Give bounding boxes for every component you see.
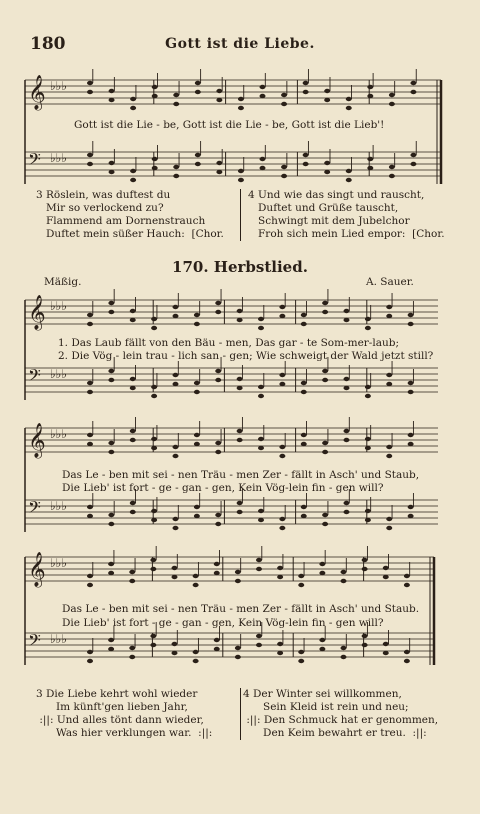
bass-clef-icon: 𝄢 (28, 497, 41, 521)
treble-staff (25, 417, 438, 459)
hymn2-verse-3: 3 Die Liebe kehrt wohl wieder Im künft'gen lieben Jahr, :||: Und alles tönt dann wieder, Was hier verklungen war. :||: (36, 688, 213, 739)
bass-staff (25, 489, 438, 530)
key-signature-icon: ♭♭♭ (50, 151, 67, 165)
treble-clef-icon: 𝄞 (28, 295, 46, 330)
bass-clef-icon: 𝄢 (28, 149, 41, 173)
hymn-title: 170. Herbstlied. (172, 258, 308, 276)
treble-clef-icon: 𝄞 (28, 552, 46, 587)
key-signature-icon: ♭♭♭ (50, 427, 67, 441)
key-signature-icon: ♭♭♭ (50, 499, 67, 513)
hymn2-system2-lyric-2: Die Lieb' ist fort - ge - gan - gen, Kein Vög-lein fin - gen will? (62, 482, 384, 494)
hymn2-system1-lyric-2: 2. Die Vög - lein trau - lich san - gen; Wie schweigt der Wald jetzt still? (58, 350, 434, 362)
treble-staff (25, 69, 441, 111)
page-number: 180 (30, 34, 66, 54)
hymn2-system3-lyric-2: Die Lieb' ist fort - ge - gan - gen, Kein Vög-lein fin - gen will? (62, 617, 384, 629)
treble-staff (25, 289, 438, 331)
bass-clef-icon: 𝄢 (28, 365, 41, 389)
hymn1-verse-4: 4 Und wie das singt und rauscht, Duftet und Grüße tauscht, Schwingt mit dem Jubelchor Froh sich mein Lied empor: [Chor. (248, 189, 445, 240)
running-title: Gott ist die Liebe. (165, 36, 315, 52)
treble-staff (25, 546, 434, 588)
bass-clef-icon: 𝄢 (28, 630, 41, 654)
hymn2-system3-lyric-1: Das Le - ben mit sei - nen Träu - men Zer - fällt in Asch' und Staub. (62, 603, 420, 615)
hymn2-system2-lyric-1: Das Le - ben mit sei - nen Träu - men Zer - fällt in Asch' und Staub, (62, 469, 420, 481)
key-signature-icon: ♭♭♭ (50, 632, 67, 646)
bass-staff (25, 357, 438, 398)
hymn2-verse-4: 4 Der Winter sei willkommen, Sein Kleid ist rein und neu; :||: Den Schmuck hat er genommen, Den Keim bewahrt er treu. :||: (243, 688, 439, 739)
verse-divider (240, 688, 241, 740)
hymn1-lyric: Gott ist die Lie - be, Gott ist die Lie - be, Gott ist die Lieb'! (74, 119, 385, 131)
verse-divider (240, 189, 241, 241)
key-signature-icon: ♭♭♭ (50, 367, 67, 381)
key-signature-icon: ♭♭♭ (50, 299, 67, 313)
hymn2-system1-lyric-1: 1. Das Laub fällt von den Bäu - men, Das gar - te Som-mer-laub; (58, 337, 399, 349)
key-signature-icon: ♭♭♭ (50, 556, 67, 570)
hymn1-verse-3: 3 Röslein, was duftest du Mir so verlockend zu? Flammend am Dornenstrauch Duftet mein süßer Hauch: [Chor. (36, 189, 224, 240)
treble-clef-icon: 𝄞 (28, 423, 46, 458)
key-signature-icon: ♭♭♭ (50, 79, 67, 93)
composer: A. Sauer. (366, 276, 414, 288)
treble-clef-icon: 𝄞 (28, 75, 46, 110)
tempo-marking: Mäßig. (44, 276, 82, 288)
bass-staff (25, 141, 441, 182)
